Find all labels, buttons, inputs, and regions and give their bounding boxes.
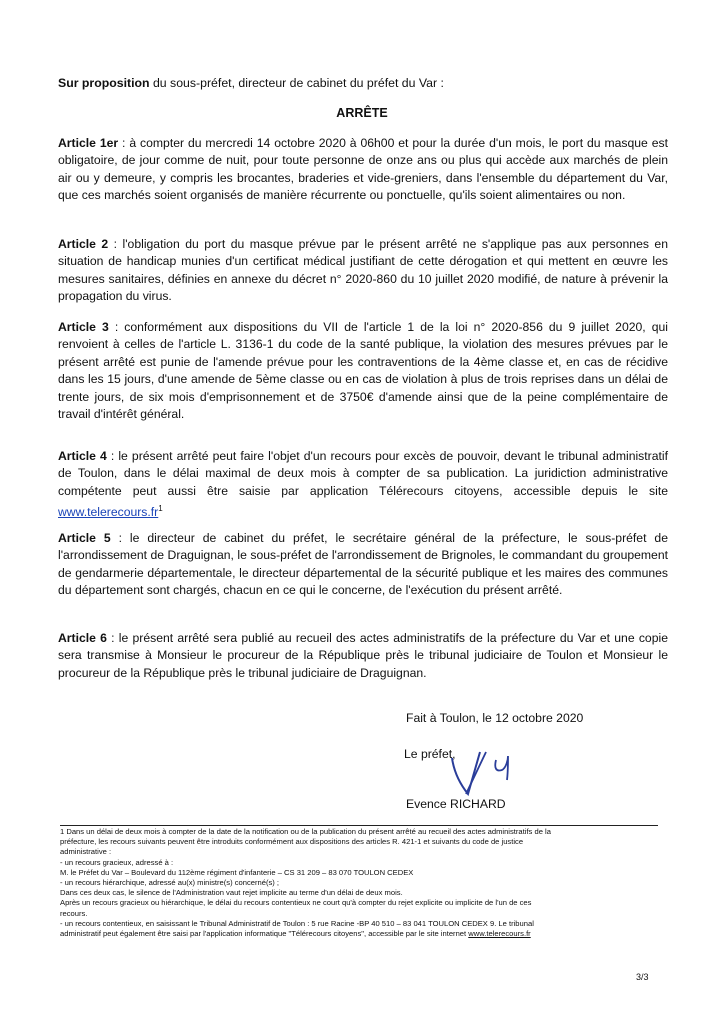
footnote-line: - un recours contentieux, en saisissant le Tribunal Administratif de Toulon : 5 rue Racine -BP 40 510 – 83 041 TOULON CEDEX 9. Le tribunal — [60, 918, 534, 928]
intro-line — [58, 76, 678, 90]
article-text: : le présent arrêté sera publié au recueil des actes administratifs de la préfecture du Var et une copie sera transmise à Monsieur le procureur de la République près le tribunal judiciaire de Toulon et Monsieur le procureur de la République près le tribunal judiciaire de Draguignan. — [58, 631, 668, 680]
intro-bold: Sur proposition — [58, 76, 150, 90]
place-date: Fait à Toulon, le 12 octobre 2020 — [406, 711, 584, 725]
article-text: : le directeur de cabinet du préfet, le secrétaire général de la préfecture, le sous-préfet de l'arrondissement de Draguignan, le sous-préfet de l'arrondissement de Brignoles, le commandant du groupement de gendarmerie départementale, le directeur départemental de la sécurité publique et les maires des communes du département sont chargés, chacun en ce qui le concerne, de l'exécution du présent arrêté. — [58, 531, 668, 598]
handwritten-signature — [446, 750, 526, 800]
footnote-line: recours. — [60, 908, 88, 918]
footnote-ref: 1 — [158, 504, 163, 514]
article-label: Article 6 — [58, 631, 107, 645]
article-2 — [58, 236, 668, 306]
intro-text: du sous-préfet, directeur de cabinet du préfet du Var : — [149, 76, 444, 90]
footnote-line: Dans ces deux cas, le silence de l'Administration vaut rejet implicite au terme d'un délai de deux mois. — [60, 888, 403, 898]
article-text: : à compter du mercredi 14 octobre 2020 à 06h00 et pour la durée d'un mois, le port du masque est obligatoire, de jour comme de nuit, pour toute personne de onze ans ou plus qui accède aux marchés de plein air ou y demeure, y compris les brocantes, braderies et vide-greniers, dans l'ensemble du département du Var, que ces marchés soient organisés de manière récurrente ou ponctuelle, qu'ils soient alimentaires ou non. — [58, 136, 668, 203]
footnote-line: Après un recours gracieux ou hiérarchique, le délai du recours contentieux ne court qu'à compter du rejet explicite ou implicite de l'un de ces — [60, 898, 532, 908]
article-label: Article 2 — [58, 237, 109, 251]
telerecours-link[interactable]: www.telerecours.fr — [58, 505, 159, 520]
article-label: Article 4 — [58, 449, 107, 463]
footnotes — [60, 825, 658, 939]
article-text: : le présent arrêté peut faire l'objet d'un recours pour excès de pouvoir, devant le tribunal administratif de Toulon, dans le délai maximal de deux mois à compter de sa publication. La juridiction administrative compétente peut aussi être saisie par application Télérecours citoyens, accessible depuis le site — [58, 449, 668, 498]
footnote-line: - un recours gracieux, adressé à : — [60, 857, 174, 867]
article-3 — [58, 319, 668, 423]
signatory-title: Le préfet, — [404, 747, 456, 761]
article-label: Article 5 — [58, 531, 111, 545]
footnote-line: 1 Dans un délai de deux mois à compter de la date de la notification ou de la publication du présent arrêté au recueil des actes administratifs de la — [60, 827, 551, 836]
article-text: : conformément aux dispositions du VII de l'article 1 de la loi n° 2020-856 du 9 juillet 2020, qui renvoient à celles de l'article L. 3136-1 du code de la santé publique, la violation des mesures prévues par le présent arrêté est punie de l'amende prévue pour les contraventions de la 4ème classe et, en cas de récidive dans les 15 jours, d'une amende de 5ème classe ou en cas de violation à plus de trois reprises dans un délai de trente jours, de six mois d'emprisonnement et de 3750€ d'amende ainsi que de la peine complémentaire de travail d'intérêt général. — [58, 320, 668, 422]
article-6 — [58, 630, 668, 682]
footnote-text: administratif peut également être saisi par l'application informatique "Télérecours citoyens", accessible par le site internet — [60, 929, 469, 939]
article-1 — [58, 135, 668, 205]
signatory-name: Evence RICHARD — [406, 797, 506, 811]
footnote-telerecours-link[interactable]: www.telerecours.fr — [468, 929, 531, 939]
article-4 — [58, 448, 668, 522]
footnote-line: préfecture, les recours suivants peuvent être introduits conformément aux dispositions des articles R. 421-1 et suivants du code de justice — [60, 837, 524, 847]
article-label: Article 3 — [58, 320, 109, 334]
footnote-line: M. le Préfet du Var – Boulevard du 112ème régiment d'infanterie – CS 31 209 – 83 070 TOULON CEDEX — [60, 867, 414, 877]
footnote-line: administrative : — [60, 847, 112, 857]
page-number: 3/3 — [636, 972, 649, 982]
article-text: : l'obligation du port du masque prévue par le présent arrêté ne s'applique pas aux personnes en situation de handicap munies d'un certificat médical justifiant de cette dérogation et qui mettent en œuvre les mesures sanitaires, définies en annexe du décret n° 2020-860 du 10 juillet 2020 modifié, de nature à prévenir la propagation du virus. — [58, 237, 668, 304]
footnote-line: - un recours hiérarchique, adressé au(x) ministre(s) concerné(s) ; — [60, 878, 280, 888]
article-label: Article 1er — [58, 136, 119, 150]
footnote-line-last — [60, 929, 658, 939]
article-5 — [58, 530, 668, 600]
heading-arrete: ARRÊTE — [336, 106, 388, 120]
